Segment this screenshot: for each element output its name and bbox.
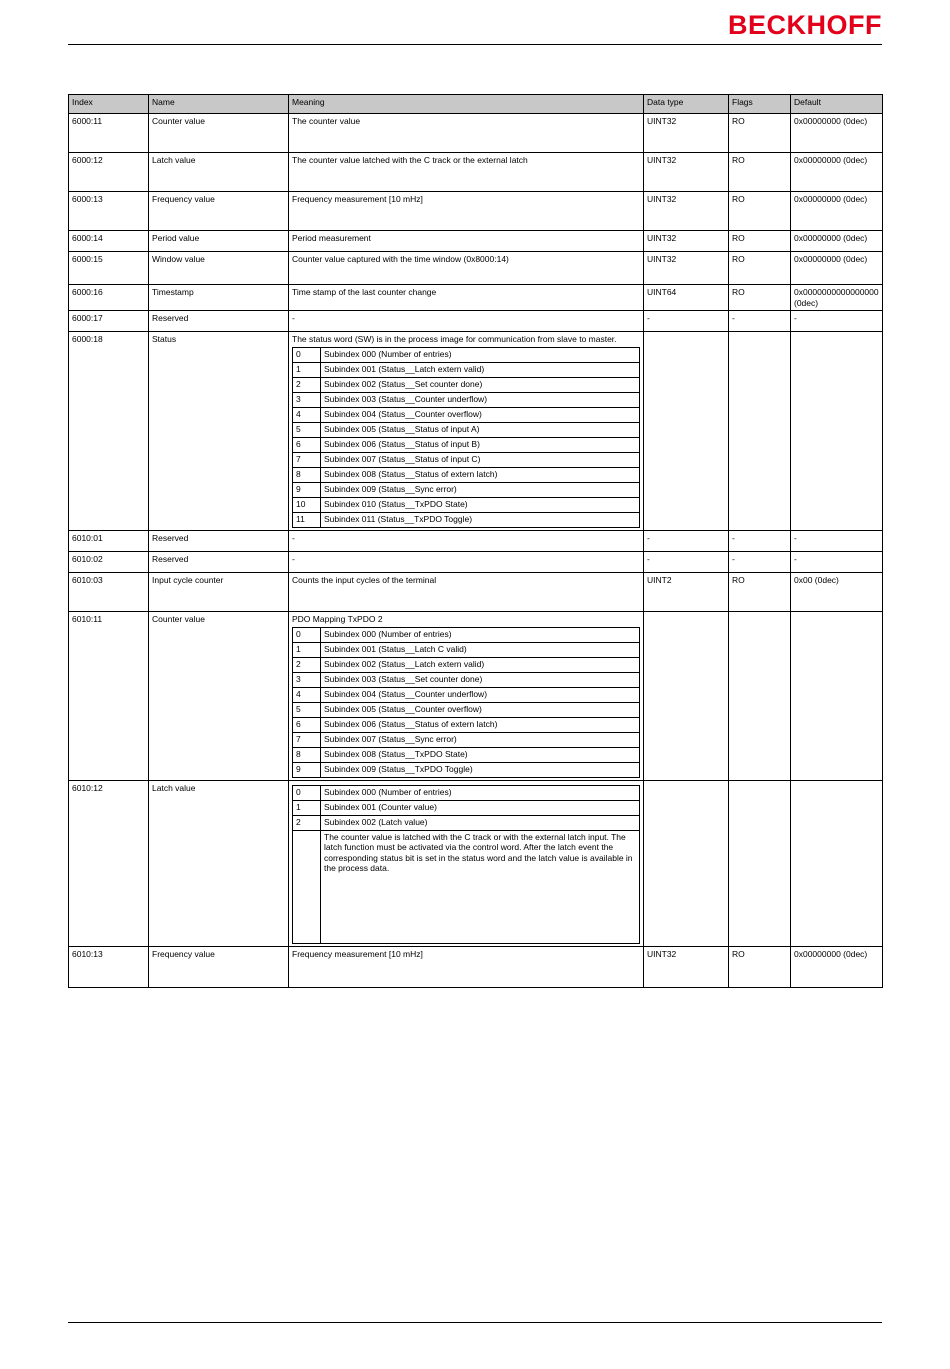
cell-datatype: [644, 332, 729, 531]
table-row: [69, 153, 883, 192]
nested-value: Subindex 000 (Number of entries): [321, 785, 640, 800]
cell-meaning: Period measurement: [289, 231, 644, 252]
cell-name: Latch value: [149, 153, 289, 192]
cell-flags: RO: [729, 231, 791, 252]
nested-row: [293, 362, 640, 377]
nested-value: Subindex 000 (Number of entries): [321, 627, 640, 642]
nested-value: Subindex 002 (Status__Latch extern valid): [321, 657, 640, 672]
cell-default: 0x0000000000000000 (0dec): [791, 285, 883, 311]
nested-value: Subindex 005 (Status__Status of input A): [321, 422, 640, 437]
column-header-flags: Flags: [729, 95, 791, 114]
cell-index: 6000:13: [69, 192, 149, 231]
column-header-default: Default: [791, 95, 883, 114]
cell-name: Counter value: [149, 114, 289, 153]
cell-datatype: UINT32: [644, 114, 729, 153]
cell-meaning: -: [289, 530, 644, 551]
cell-datatype: UINT32: [644, 946, 729, 987]
nested-row: [293, 717, 640, 732]
nested-row: [293, 392, 640, 407]
nested-key: 1: [293, 642, 321, 657]
cell-index: 6000:12: [69, 153, 149, 192]
nested-row: [293, 785, 640, 800]
cell-default: 0x00000000 (0dec): [791, 192, 883, 231]
nested-row: [293, 702, 640, 717]
cell-index: 6000:11: [69, 114, 149, 153]
nested-key: 1: [293, 800, 321, 815]
nested-key: 5: [293, 422, 321, 437]
cell-default: 0x00000000 (0dec): [791, 231, 883, 252]
cell-name: Window value: [149, 252, 289, 285]
cell-index: 6000:17: [69, 311, 149, 332]
table-row: [69, 611, 883, 780]
nested-description-block: The counter value is latched with the C track or with the external latch input. The latch function must be activated via the control word. After the latch event the corresponding status bit is set in the status word and the latch value is available in the process data.: [321, 830, 640, 943]
cell-meaning: Frequency measurement [10 mHz]: [289, 192, 644, 231]
cell-flags: RO: [729, 192, 791, 231]
cell-index: 6000:14: [69, 231, 149, 252]
nested-row: [293, 657, 640, 672]
cell-flags: [729, 780, 791, 946]
nested-value: Subindex 008 (Status__TxPDO State): [321, 747, 640, 762]
nested-key: 9: [293, 762, 321, 777]
cell-name: Latch value: [149, 780, 289, 946]
cell-flags: RO: [729, 153, 791, 192]
cell-default: [791, 332, 883, 531]
cell-index: 6010:03: [69, 572, 149, 611]
cell-name: Input cycle counter: [149, 572, 289, 611]
cell-default: 0x00000000 (0dec): [791, 114, 883, 153]
cell-datatype: UINT64: [644, 285, 729, 311]
nested-key: 6: [293, 437, 321, 452]
nested-key: 1: [293, 362, 321, 377]
cell-meaning: Counter value captured with the time window (0x8000:14): [289, 252, 644, 285]
cell-default: 0x00000000 (0dec): [791, 252, 883, 285]
cell-index: 6010:02: [69, 551, 149, 572]
nested-value: Subindex 004 (Status__Counter underflow): [321, 687, 640, 702]
nested-row: [293, 512, 640, 527]
nested-row: [293, 422, 640, 437]
nested-key: 4: [293, 687, 321, 702]
cell-datatype: -: [644, 551, 729, 572]
table-header: [69, 95, 883, 114]
cell-index: 6000:18: [69, 332, 149, 531]
nested-key: 3: [293, 672, 321, 687]
cell-datatype: [644, 611, 729, 780]
cell-flags: -: [729, 551, 791, 572]
cell-meaning: Time stamp of the last counter change: [289, 285, 644, 311]
table-row: [69, 192, 883, 231]
nested-value: Subindex 003 (Status__Counter underflow): [321, 392, 640, 407]
cell-meaning-nested: [289, 611, 644, 780]
cell-datatype: -: [644, 530, 729, 551]
nested-key: 0: [293, 785, 321, 800]
cell-name: Period value: [149, 231, 289, 252]
cell-default: -: [791, 311, 883, 332]
column-header-datatype: Data type: [644, 95, 729, 114]
cell-meaning: Counts the input cycles of the terminal: [289, 572, 644, 611]
cell-flags: -: [729, 530, 791, 551]
table-row: [69, 530, 883, 551]
table-header-row: [69, 95, 883, 114]
nested-key: 7: [293, 452, 321, 467]
nested-key: 2: [293, 815, 321, 830]
nested-value: Subindex 006 (Status__Status of extern latch): [321, 717, 640, 732]
nested-value: Subindex 003 (Status__Set counter done): [321, 672, 640, 687]
nested-key: 0: [293, 347, 321, 362]
nested-key: 6: [293, 717, 321, 732]
nested-value: Subindex 000 (Number of entries): [321, 347, 640, 362]
column-header-index: Index: [69, 95, 149, 114]
table-row: [69, 780, 883, 946]
cell-name: Timestamp: [149, 285, 289, 311]
cell-index: 6010:11: [69, 611, 149, 780]
nested-key: 11: [293, 512, 321, 527]
cell-name: Counter value: [149, 611, 289, 780]
column-header-name: Name: [149, 95, 289, 114]
beckhoff-logo: BECKHOFF: [728, 10, 882, 40]
cell-datatype: UINT32: [644, 153, 729, 192]
nested-value: Subindex 001 (Status__Latch extern valid): [321, 362, 640, 377]
cell-flags: RO: [729, 114, 791, 153]
cell-default: [791, 611, 883, 780]
nested-value: Subindex 004 (Status__Counter overflow): [321, 407, 640, 422]
nested-key: 4: [293, 407, 321, 422]
cell-index: 6010:12: [69, 780, 149, 946]
nested-subindex-table: [292, 347, 640, 528]
cell-meaning-nested: [289, 332, 644, 531]
nested-row: [293, 497, 640, 512]
cell-datatype: UINT32: [644, 252, 729, 285]
table-row: [69, 231, 883, 252]
nested-value: Subindex 007 (Status__Status of input C): [321, 452, 640, 467]
nested-value: Subindex 006 (Status__Status of input B): [321, 437, 640, 452]
nested-value: Subindex 010 (Status__TxPDO State): [321, 497, 640, 512]
nested-key: 8: [293, 747, 321, 762]
nested-lead-text: PDO Mapping TxPDO 2: [292, 613, 383, 624]
nested-value: Subindex 011 (Status__TxPDO Toggle): [321, 512, 640, 527]
nested-value: Subindex 001 (Counter value): [321, 800, 640, 815]
cell-flags: RO: [729, 252, 791, 285]
nested-key: 3: [293, 392, 321, 407]
cell-datatype: -: [644, 311, 729, 332]
column-header-meaning: Meaning: [289, 95, 644, 114]
cell-default: 0x00 (0dec): [791, 572, 883, 611]
cell-name: Reserved: [149, 551, 289, 572]
nested-key: 9: [293, 482, 321, 497]
cell-name: Frequency value: [149, 946, 289, 987]
cell-index: 6010:01: [69, 530, 149, 551]
nested-value: Subindex 002 (Latch value): [321, 815, 640, 830]
cell-flags: RO: [729, 946, 791, 987]
nested-row: [293, 732, 640, 747]
table-row: [69, 551, 883, 572]
nested-value: Subindex 002 (Status__Set counter done): [321, 377, 640, 392]
nested-row: [293, 452, 640, 467]
nested-value: Subindex 005 (Status__Counter overflow): [321, 702, 640, 717]
cell-index: 6000:16: [69, 285, 149, 311]
table-body: [69, 114, 883, 988]
cell-index: 6000:15: [69, 252, 149, 285]
nested-value: Subindex 009 (Status__TxPDO Toggle): [321, 762, 640, 777]
nested-key: [293, 830, 321, 943]
cell-datatype: UINT2: [644, 572, 729, 611]
cell-meaning: The counter value: [289, 114, 644, 153]
nested-value: Subindex 009 (Status__Sync error): [321, 482, 640, 497]
nested-subindex-table: [292, 627, 640, 778]
cell-name: Frequency value: [149, 192, 289, 231]
nested-row: [293, 762, 640, 777]
cell-default: 0x00000000 (0dec): [791, 946, 883, 987]
table-row: [69, 332, 883, 531]
nested-key: 5: [293, 702, 321, 717]
object-description-table-wrapper: [68, 94, 882, 988]
cell-name: Reserved: [149, 311, 289, 332]
cell-flags: RO: [729, 572, 791, 611]
cell-meaning: -: [289, 311, 644, 332]
cell-datatype: [644, 780, 729, 946]
cell-flags: [729, 611, 791, 780]
cell-name: Status: [149, 332, 289, 531]
nested-row: [293, 437, 640, 452]
nested-key: 0: [293, 627, 321, 642]
cell-meaning: The counter value latched with the C track or the external latch: [289, 153, 644, 192]
nested-key: 7: [293, 732, 321, 747]
page-header: [0, 0, 950, 50]
nested-row: [293, 482, 640, 497]
nested-row: [293, 347, 640, 362]
cell-default: [791, 780, 883, 946]
cell-default: -: [791, 530, 883, 551]
cell-flags: RO: [729, 285, 791, 311]
nested-row: [293, 815, 640, 830]
nested-row: [293, 747, 640, 762]
nested-row: [293, 830, 640, 943]
nested-value: Subindex 008 (Status__Status of extern latch): [321, 467, 640, 482]
nested-row: [293, 687, 640, 702]
nested-value: Subindex 001 (Status__Latch C valid): [321, 642, 640, 657]
cell-meaning: Frequency measurement [10 mHz]: [289, 946, 644, 987]
cell-datatype: UINT32: [644, 192, 729, 231]
nested-key: 2: [293, 377, 321, 392]
cell-index: 6010:13: [69, 946, 149, 987]
footer-divider: [68, 1322, 882, 1323]
header-divider: [68, 44, 882, 45]
nested-value: Subindex 007 (Status__Sync error): [321, 732, 640, 747]
cell-flags: -: [729, 311, 791, 332]
nested-row: [293, 377, 640, 392]
table-row: [69, 311, 883, 332]
nested-row: [293, 672, 640, 687]
nested-row: [293, 467, 640, 482]
cell-name: Reserved: [149, 530, 289, 551]
cell-default: 0x00000000 (0dec): [791, 153, 883, 192]
table-row: [69, 572, 883, 611]
cell-default: -: [791, 551, 883, 572]
table-row: [69, 114, 883, 153]
nested-key: 10: [293, 497, 321, 512]
table-row: [69, 946, 883, 987]
nested-row: [293, 627, 640, 642]
cell-flags: [729, 332, 791, 531]
nested-key: 2: [293, 657, 321, 672]
nested-lead-text: The status word (SW) is in the process image for communication from slave to master.: [292, 334, 617, 345]
nested-row: [293, 642, 640, 657]
table-row: [69, 285, 883, 311]
nested-key: 8: [293, 467, 321, 482]
cell-meaning: -: [289, 551, 644, 572]
cell-meaning-nested: [289, 780, 644, 946]
nested-row: [293, 407, 640, 422]
nested-subindex-table: [292, 785, 640, 944]
table-row: [69, 252, 883, 285]
cell-datatype: UINT32: [644, 231, 729, 252]
object-description-table: [68, 94, 883, 988]
nested-row: [293, 800, 640, 815]
